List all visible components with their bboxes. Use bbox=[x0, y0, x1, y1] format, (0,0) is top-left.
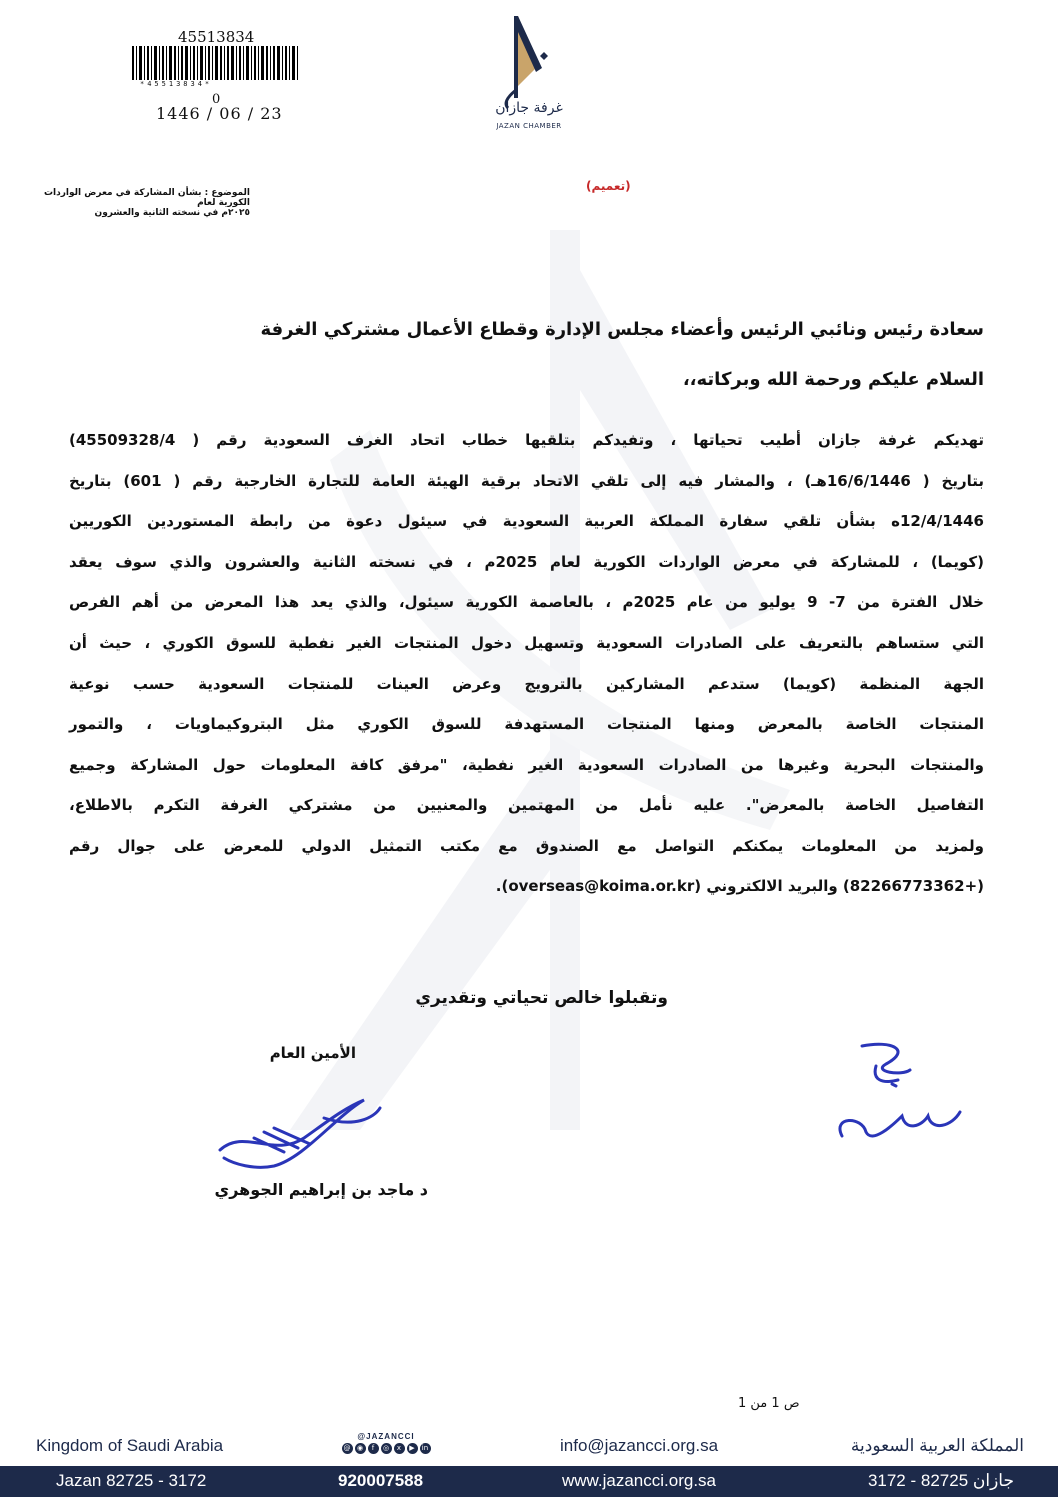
page-number: ص 1 من 1 bbox=[738, 1396, 800, 1411]
footer-address-en: Jazan 82725 - 3172 bbox=[56, 1471, 207, 1490]
logo-arabic-text: غرفة جازان bbox=[495, 100, 563, 116]
x-icon[interactable]: x bbox=[394, 1443, 405, 1454]
footer-email[interactable]: info@jazancci.org.sa bbox=[560, 1436, 719, 1455]
body-line: خلال الفترة من 7- 9 يوليو من عام 2025م ، بالعاصمة الكورية سيئول، والذي يعد هذا المعرض من أهم الفرص bbox=[69, 593, 984, 611]
subject-block bbox=[30, 188, 250, 218]
body-line: (+82266773362) والبريد الالكتروني (overseas@koima.or.kr). bbox=[495, 877, 984, 895]
barcode bbox=[132, 46, 298, 80]
signature bbox=[214, 1088, 384, 1178]
barcode-caption: *45513834* bbox=[140, 80, 213, 88]
body-line: (كويما) ، للمشاركة في معرض الواردات الكورية لعام 2025م ، في نسخته الثانية والعشرون والذي سوف يعقد bbox=[69, 553, 984, 571]
body-line: والمنتجات البحرية وغيرها من الصادرات السعودية الغير نفطية، "مرفق كافة المعلومات حول المشاركة وجميع bbox=[69, 756, 984, 774]
jazan-chamber-logo bbox=[486, 6, 590, 136]
closing: وتقبلوا خالص تحياتي وتقديري bbox=[415, 988, 668, 1008]
social-links bbox=[336, 1432, 436, 1454]
snapchat-icon[interactable]: ◉ bbox=[355, 1443, 366, 1454]
barcode-zero: 0 bbox=[212, 92, 221, 107]
footer-country-en: Kingdom of Saudi Arabia bbox=[36, 1436, 224, 1455]
circular-label: (تعميم) bbox=[586, 179, 631, 193]
footer-address-ar: جازان 82725 - 3172 bbox=[867, 1471, 1014, 1490]
body-line: تهديكم غرفة جازان أطيب تحياتها ، وتفيدكم بتلقيها خطاب اتحاد الغرف السعودية رقم ( 45509328/4) bbox=[69, 431, 984, 449]
youtube-icon[interactable]: ▶ bbox=[407, 1443, 418, 1454]
footer-country-ar: المملكة العربية السعودية bbox=[850, 1436, 1024, 1455]
body-line: ولمزيد من المعلومات يمكنكم التواصل مع الصندوق مع مكتب التمثيل الدولي للمعرض على جوال رقم bbox=[69, 837, 984, 855]
social-handle: @JAZANCCI bbox=[357, 1432, 415, 1441]
facebook-icon[interactable]: f bbox=[368, 1443, 379, 1454]
body-line: الجهة المنظمة (كويما) ستدعم المشاركين بالترويج وعرض العينات للمنتجات السعودية حسب نوعية bbox=[69, 675, 984, 693]
body-line: التي ستساهم بالتعريف على الصادرات السعودية وتسهيل دخول المنتجات الغير نفطية للسوق الكوري ، حيث أن bbox=[69, 634, 984, 652]
signatory-title: الأمين العام bbox=[269, 1044, 356, 1062]
logo-english-text: JAZAN CHAMBER bbox=[496, 122, 562, 130]
body-line: بتاريخ ( 16/6/1446هـ) ، والمشار فيه إلى تلقي الاتحاد برقية الهيئة العامة للتجارة الخارجية رقم ( 601) بتاريخ bbox=[69, 472, 985, 490]
addressee: سعادة رئيس ونائبي الرئيس وأعضاء مجلس الإدارة وقطاع الأعمال مشتركي الغرفة bbox=[260, 319, 984, 340]
instagram-icon[interactable]: ◎ bbox=[381, 1443, 392, 1454]
body-line: التفاصيل الخاصة بالمعرض". عليه نأمل من المهتمين والمعنيين من مشتركي الغرفة التكرم بالاطلاع، bbox=[69, 796, 984, 814]
footer-phone[interactable]: 920007588 bbox=[338, 1471, 424, 1490]
linkedin-icon[interactable]: in bbox=[420, 1443, 431, 1454]
body-line: المنتجات الخاصة بالمعرض ومنها المنتجات المستهدفة للسوق الكوري مثل البتروكيماويات ، والتمور bbox=[69, 715, 984, 733]
initials bbox=[832, 1036, 962, 1156]
email-icon[interactable]: @ bbox=[343, 1444, 351, 1452]
body-line: 12/4/1446ه بشأن تلقي سفارة المملكة العربية السعودية في سيئول دعوة من رابطة المستوردين الكوريين bbox=[69, 512, 984, 530]
subject-line: الموضوع : بشأن المشاركة في معرض الواردات الكورية لعام bbox=[43, 188, 250, 208]
footer-bar bbox=[0, 1466, 1058, 1497]
signatory-name: د ماجد بن إبراهيم الجوهري bbox=[214, 1180, 428, 1199]
reference-date: 1446 / 06 / 23 bbox=[156, 104, 283, 123]
footer-website[interactable]: www.jazancci.org.sa bbox=[562, 1471, 717, 1490]
greeting: السلام عليكم ورحمة الله وبركاته،، bbox=[682, 369, 984, 390]
footer-contact-row bbox=[0, 1428, 1058, 1466]
subject-line: ٢٠٢٥م في نسخته الثانية والعشرون bbox=[94, 208, 250, 218]
barcode-number: 45513834 bbox=[178, 28, 255, 46]
